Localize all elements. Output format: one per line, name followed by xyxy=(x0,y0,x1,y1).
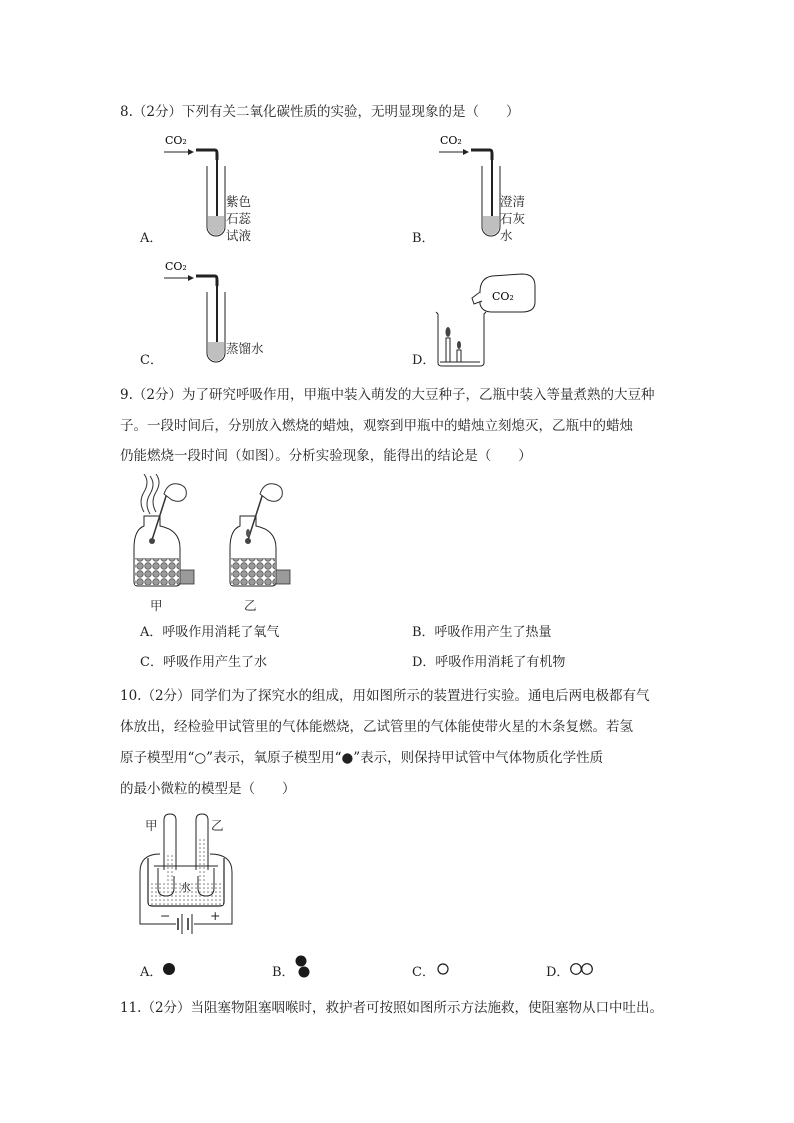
co2-bottle-label: CO₂ xyxy=(492,290,514,303)
q9-stem-line-1: 9.（2分）为了研究呼吸作用，甲瓶中装入萌发的大豆种子，乙瓶中装入等量煮熟的大豆种 xyxy=(120,387,655,403)
q11-stem: 11.（2分）当阻塞物阻塞咽喉时，救护者可按照如图所示方法施救，使阻塞物从口中吐出。 xyxy=(120,1000,664,1016)
q10-stem-line-3: 原子模型用“○”表示，氧原子模型用“●”表示，则保持甲试管中气体物质化学性质 xyxy=(120,750,604,766)
q10-stem-line-2: 体放出，经检验甲试管里的气体能燃烧，乙试管里的气体能使带火星的木条复燃。若氢 xyxy=(120,719,633,735)
q8-b-liquid-2: 石灰 xyxy=(500,211,526,226)
flame-icon xyxy=(446,327,451,337)
liquid xyxy=(208,342,224,361)
q10-option-c-model xyxy=(436,962,450,976)
block-icon xyxy=(180,570,194,584)
q9-option-b: B．呼吸作用产生了热量 xyxy=(412,625,552,640)
co2-label: CO₂ xyxy=(440,134,462,147)
q9-option-d: D．呼吸作用消耗了有机物 xyxy=(412,655,566,670)
q10-option-b-model xyxy=(294,954,312,980)
hydrogen-atom-icon xyxy=(582,964,593,975)
delivery-tube xyxy=(196,276,217,286)
oxygen-atom-icon xyxy=(296,956,307,967)
q8-stem: 8.（2分）下列有关二氧化碳性质的实验，无明显现象的是（ ） xyxy=(120,104,520,120)
smoke-line xyxy=(147,476,153,514)
q8-option-a-letter: A． xyxy=(140,231,163,246)
q8-option-c-letter: C． xyxy=(140,353,163,368)
co2-label: CO₂ xyxy=(165,134,187,147)
q10-stem-line-1: 10.（2分）同学们为了探究水的组成，用如图所示的装置进行实验。通电后两电极都有气 xyxy=(120,688,650,704)
q10-option-c-letter: C． xyxy=(412,965,435,980)
q9-option-a: A．呼吸作用消耗了氧气 xyxy=(140,625,280,640)
q10-plus-sign: + xyxy=(210,908,221,923)
q10-option-d-model xyxy=(569,962,597,976)
q8-b-liquid-3: 水 xyxy=(500,228,513,243)
arrow-head-icon xyxy=(188,275,194,281)
liquid xyxy=(208,216,224,235)
flame-icon xyxy=(246,529,250,537)
q8-c-liquid: 蒸馏水 xyxy=(226,341,264,356)
tall-candle xyxy=(446,338,450,362)
q9-stem-line-2: 子。一段时间后，分别放入燃烧的蜡烛，观察到甲瓶中的蜡烛立刻熄灭，乙瓶中的蜡烛 xyxy=(120,418,633,434)
q8-b-liquid-1: 澄清 xyxy=(500,194,526,209)
flame-icon xyxy=(457,341,461,349)
liquid xyxy=(483,216,499,235)
arrow-head-icon xyxy=(463,149,469,155)
q9-option-c: C．呼吸作用产生了水 xyxy=(140,655,267,670)
q10-tube-label-jia: 甲 xyxy=(145,818,158,833)
smoke-line xyxy=(153,474,159,512)
q8-a-liquid-3: 试液 xyxy=(226,228,252,243)
seeds-yi xyxy=(231,558,275,585)
q8-a-liquid-2: 石蕊 xyxy=(226,211,252,226)
q10-option-d-letter: D． xyxy=(546,965,570,980)
short-candle xyxy=(457,350,461,362)
seeds-jia xyxy=(135,558,179,585)
hand-icon xyxy=(164,484,186,502)
candle-icon xyxy=(149,538,155,544)
q9-stem-line-3: 仍能燃烧一段时间（如图）。分析实验现象，能得出的结论是（ ） xyxy=(120,448,532,464)
q9-label-jia: 甲 xyxy=(150,598,163,613)
q10-option-a-model xyxy=(162,962,176,976)
arrow-head-icon xyxy=(188,149,194,155)
q9-label-yi: 乙 xyxy=(244,598,257,613)
hydrogen-atom-icon xyxy=(571,964,582,975)
hydrogen-atom-icon xyxy=(438,964,448,974)
q10-stem-line-4: 的最小微粒的模型是（ ） xyxy=(120,781,296,797)
delivery-tube xyxy=(471,150,492,160)
q10-option-b-letter: B． xyxy=(272,965,295,980)
hand-icon xyxy=(260,484,282,502)
co2-label: CO₂ xyxy=(165,260,187,273)
q10-option-a-letter: A． xyxy=(140,965,163,980)
smoke-line xyxy=(141,474,147,512)
q10-water-label: 水 xyxy=(180,881,191,894)
delivery-tube xyxy=(196,150,217,160)
q8-a-liquid-1: 紫色 xyxy=(226,194,252,209)
q9-figure-bottles xyxy=(128,474,308,590)
block-icon xyxy=(276,570,290,584)
oxygen-atom-icon xyxy=(299,967,310,978)
candle-icon xyxy=(245,538,251,544)
q10-minus-sign: − xyxy=(160,908,171,923)
oxygen-atom-icon xyxy=(163,963,175,975)
q10-tube-label-yi: 乙 xyxy=(211,818,224,833)
q8-figure-d xyxy=(430,268,550,368)
q8-option-b-letter: B． xyxy=(412,231,435,246)
q8-option-d-letter: D． xyxy=(412,353,436,368)
